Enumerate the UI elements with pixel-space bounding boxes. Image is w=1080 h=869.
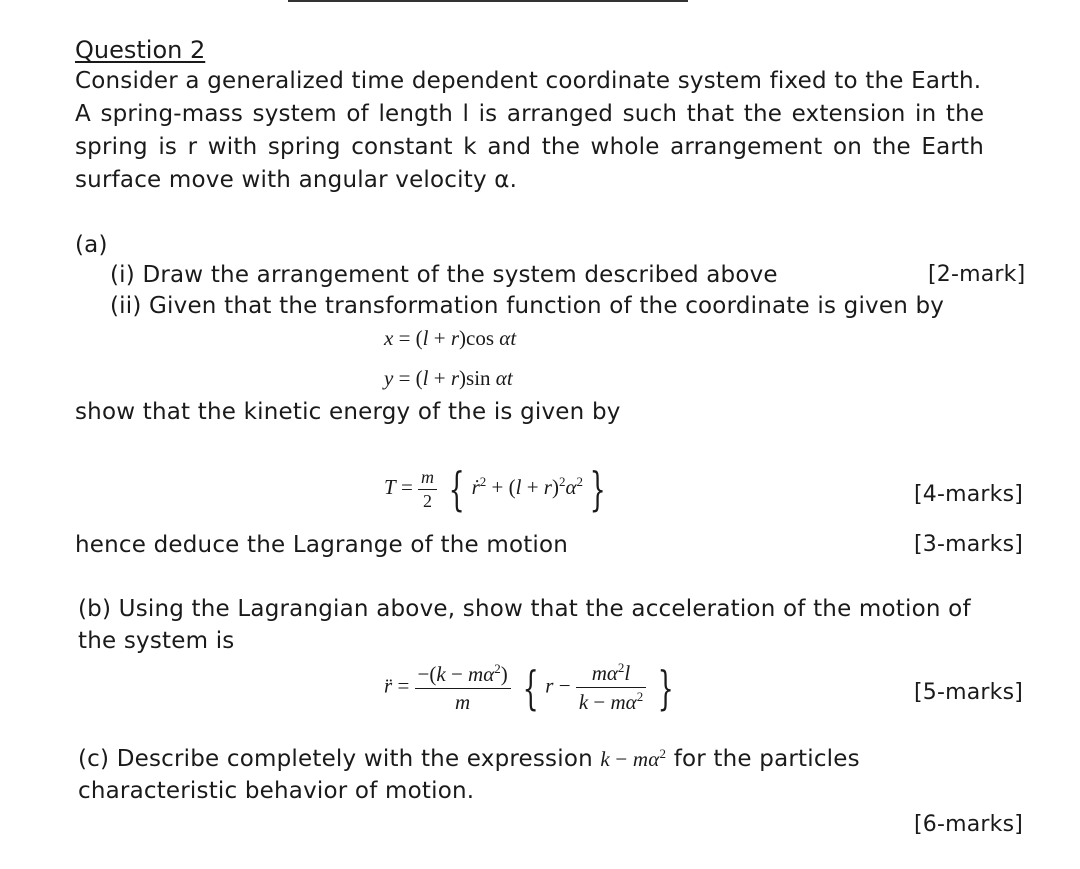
equation-x: x = (l + r)cos αt bbox=[384, 326, 517, 350]
intro-line-1: Consider a generalized time dependent coordinate system fixed to the Earth. bbox=[75, 68, 982, 94]
acceleration-marks: [5-marks] bbox=[914, 680, 1024, 705]
part-a-label: (a) bbox=[75, 232, 108, 258]
show-text: show that the kinetic energy of the is given by bbox=[75, 399, 621, 425]
intro-line-2: A spring-mass system of length l is arranged such that the extension in the bbox=[75, 101, 985, 127]
part-c-text-after: for the particles bbox=[673, 746, 860, 772]
equation-kinetic-energy: T = $\frac{m}{2}$ { ṙ$^2$ + $(l + r)^2\alpha^2$ } bbox=[384, 462, 606, 516]
part-c-text-before: (c) Describe completely with the expression bbox=[78, 746, 593, 772]
kinetic-energy-marks: [4-marks] bbox=[914, 482, 1024, 507]
intro-line-4: surface move with angular velocity α. bbox=[75, 167, 518, 193]
equation-acceleration: r̈ = $\frac{-(k - m\alpha^2)}{m}$ { r − $\frac{m\alpha^2l}{k - m\alpha^2}$ } bbox=[384, 660, 675, 715]
part-a-item-i-marks: [2-mark] bbox=[928, 262, 1026, 287]
part-c-line-2: characteristic behavior of motion. bbox=[78, 778, 475, 804]
deduce-marks: [3-marks] bbox=[914, 532, 1024, 557]
part-c-line-1 bbox=[78, 746, 860, 772]
part-a-item-i: (i) Draw the arrangement of the system described above bbox=[110, 262, 778, 288]
equation-y: y = (l + r)sin αt bbox=[384, 366, 513, 390]
part-a-item-ii: (ii) Given that the transformation function of the coordinate is given by bbox=[110, 293, 945, 319]
part-b-line-1: (b) Using the Lagrangian above, show that the acceleration of the motion of bbox=[78, 596, 971, 622]
deduce-text: hence deduce the Lagrange of the motion bbox=[75, 532, 569, 558]
question-title: Question 2 bbox=[75, 36, 206, 64]
top-rule bbox=[288, 0, 688, 2]
intro-line-3: spring is r with spring constant k and the whole arrangement on the Earth bbox=[75, 134, 985, 160]
part-c-expression: $k - m\alpha^2$ bbox=[600, 746, 667, 771]
part-b-line-2: the system is bbox=[78, 628, 235, 654]
part-c-marks: [6-marks] bbox=[914, 812, 1024, 837]
